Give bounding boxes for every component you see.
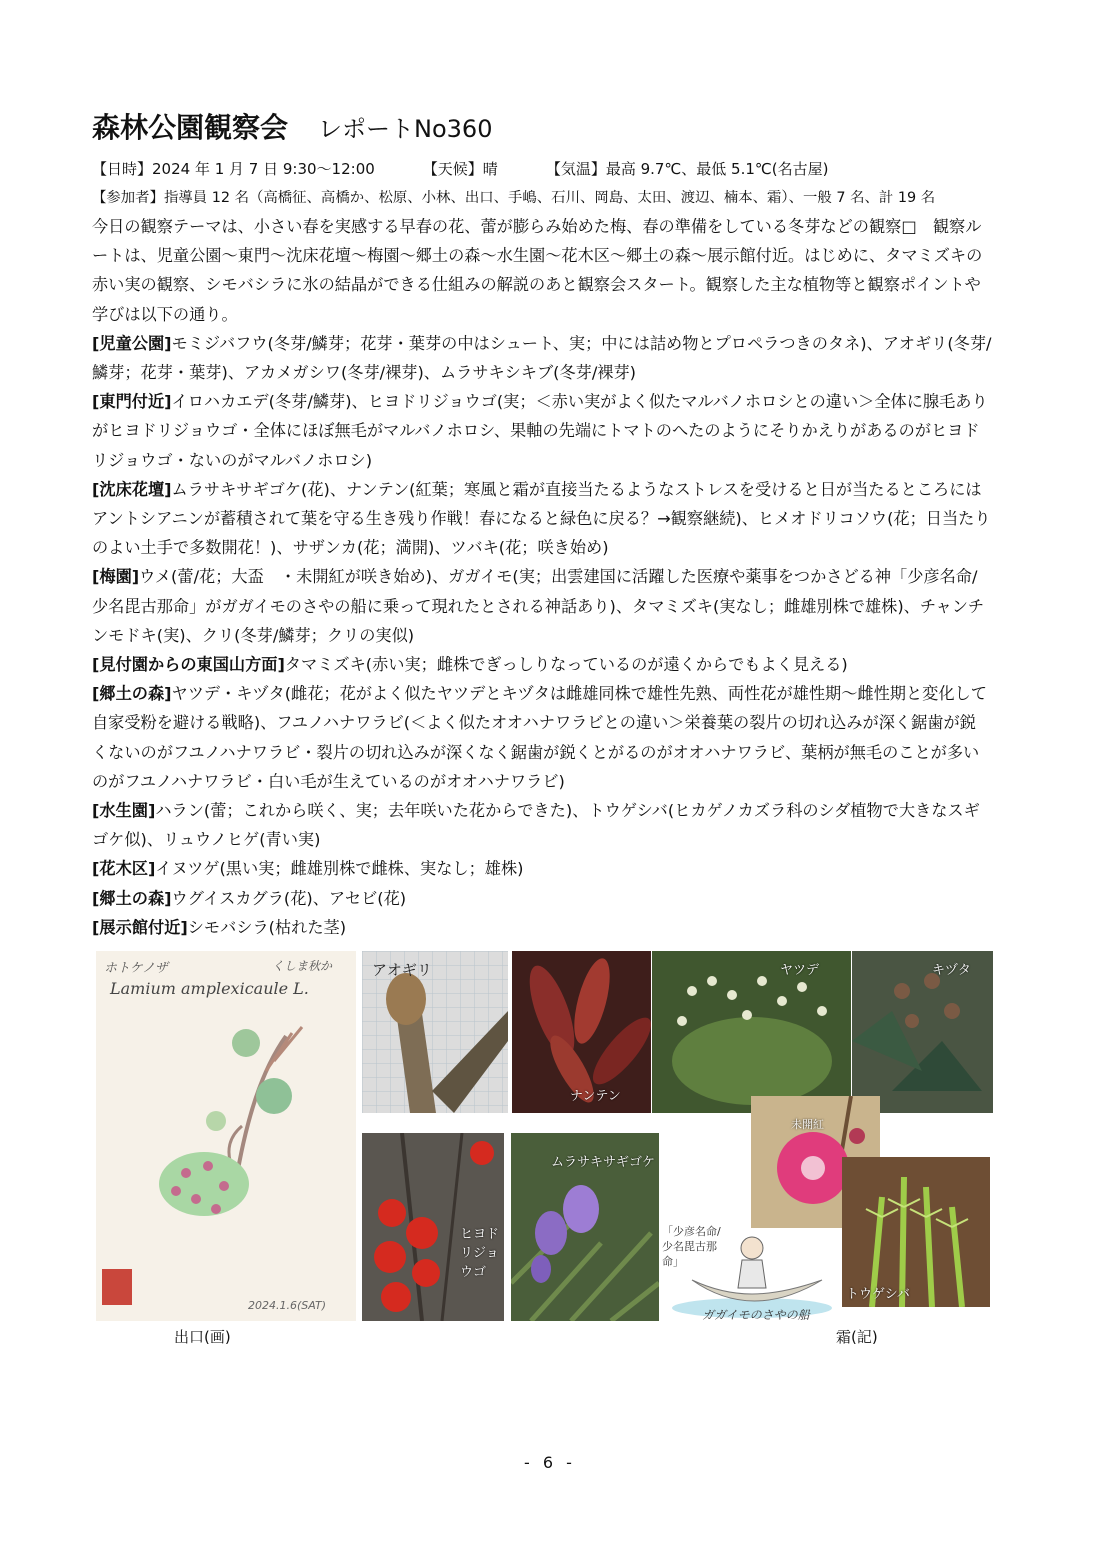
section-text: モミジバフウ(冬芽/鱗芽；花芽・葉芽の中はシュート、実；中には詰め物とプロペラつきのタネ)、アオギリ(冬芽/鱗芽；花芽・葉芽)、アカメガシワ(冬芽/裸芽)、ムラサキシキブ(冬芽/裸芽) — [92, 333, 992, 383]
section-text: シモバシラ(枯れた茎) — [187, 917, 347, 937]
meta-temperature: 【気温】最高 9.7℃、最低 5.1℃(名古屋) — [545, 160, 829, 178]
sketch-name: ホトケノザ — [104, 961, 168, 976]
meta-line-1 — [92, 158, 828, 179]
section-paragraph — [92, 475, 992, 563]
credit-illustrator: 出口(画) — [174, 1328, 231, 1346]
section-text: タマミズキ(赤い実；雌株でぎっしりなっているのが遠くからでもよく見える) — [284, 655, 848, 675]
report-body — [92, 212, 992, 942]
section-text: ヤツデ・キヅタ(雌花；花がよく似たヤツデとキヅタは雌雄同株で雄性先熟、両性花が雄性期～雌性期と変化して自家受粉を避ける戦略)、フユノハナワラビ(＜よく似たオオハナワラビとの違い＞栄養葉の裂片の切れ込みが深く鋸歯が鋭くないのがフユノハナワラビ・裂片の切れ込みが深くなく鋸歯が鋭くとがるのがオオハナワラビ、葉柄が無毛のことが多いのがフユノハナワラビ・白い毛が生えているのがオオハナワラビ) — [92, 684, 987, 791]
caption-yatsude: ヤツデ — [780, 963, 820, 978]
yatsude-photo — [652, 951, 851, 1113]
section-text: ウグイスカグラ(花)、アセビ(花) — [171, 888, 407, 908]
section-paragraph — [92, 884, 992, 913]
nanten-photo — [512, 951, 651, 1113]
kizuta-image — [852, 951, 993, 1113]
section-text: ムラサキサギゴケ(花)、ナンテン(紅葉；寒風と霜が直接当たるようなストレスを受けると日が当たるところにはアントシアニンが蓄積されて葉を守る生き残り作戦！春になると緑色に戻る？→観察継続)、ヒメオドリコソウ(花；日当たりのよい土手で多数開花！)、サザンカ(花；満開)、ツバキ(花；咲き始め) — [92, 479, 991, 558]
hiyodorijougo-photo — [362, 1133, 504, 1321]
section-label: [花木区] — [92, 859, 156, 879]
caption-tougeshiba: トウゲシバ — [846, 1287, 910, 1302]
section-label: [沈床花壇] — [92, 479, 172, 499]
sketch-latin-name: Lamium amplexicaule L. — [110, 979, 309, 998]
page-number: - 6 - — [524, 1453, 576, 1472]
tougeshiba-photo — [842, 1157, 990, 1307]
section-label: [児童公園] — [92, 333, 172, 353]
aogiri-photo — [362, 951, 508, 1113]
section-label: [郷土の森] — [92, 888, 172, 908]
hotokenoza-sketch — [96, 951, 356, 1321]
intro-paragraph: 今日の観察テーマは、小さい春を実感する早春の花、蕾が膨らみ始めた梅、春の準備をしている冬芽などの観察□ 観察ルートは、児童公園～東門～沈床花壇～梅園～郷土の森～水生園～花木区～郷土の森～展示館付近。はじめに、タマミズキの赤い実の観察、シモバシラに氷の結晶ができる仕組みの解説のあと観察会スタート。観察した主な植物等と観察ポイントや学びは以下の通り。 — [92, 217, 983, 324]
caption-aogiri: アオギリ — [372, 961, 432, 979]
section-paragraph — [92, 854, 992, 883]
section-label: [梅園] — [92, 567, 140, 587]
section-paragraph — [92, 679, 992, 796]
caption-gagaimo: ガガイモのさやの船 — [702, 1308, 810, 1322]
section-text: イロハカエデ(冬芽/鱗芽)、ヒヨドリジョウゴ(実；＜赤い実がよく似たマルバノホロシとの違い＞全体に腺毛ありがヒヨドリジョウゴ・全体にほぼ無毛がマルバノホロシ、果軸の先端にトマトのへたのようにそりかえりがあるのがヒヨドリジョウゴ・ないのがマルバノホロシ) — [92, 392, 988, 470]
title-main: 森林公園観察会 — [92, 111, 289, 144]
sketch-illustration — [96, 951, 356, 1321]
section-paragraph — [92, 913, 992, 942]
section-label: [東門付近] — [92, 392, 172, 412]
report-title — [92, 106, 492, 146]
section-paragraph — [92, 387, 992, 475]
title-report-number: レポートNo360 — [318, 115, 493, 143]
caption-murasakisagigoke: ムラサキサギゴケ — [551, 1155, 656, 1170]
kizuta-photo — [852, 951, 993, 1113]
section-label: [展示館付近] — [92, 917, 188, 937]
section-text: イヌツゲ(黒い実；雌雄別株で雌株、実なし；雄株) — [155, 859, 524, 879]
meta-participants: 【参加者】指導員 12 名（高橋征、高橋か、松原、小林、出口、手嶋、石川、岡島、太田、渡辺、楠本、霜）、一般 7 名、計 19 名 — [92, 190, 936, 206]
caption-kizuta: キヅタ — [932, 963, 971, 978]
credit-writer: 霜(記) — [836, 1328, 878, 1346]
murasakisagigoke-photo — [511, 1133, 659, 1321]
section-paragraph — [92, 329, 992, 387]
section-paragraph — [92, 650, 992, 679]
caption-hiyodorijougo: ヒヨドリジョウゴ — [460, 1227, 500, 1280]
section-label: [見付園からの東国山方面] — [92, 655, 285, 675]
yatsude-image — [652, 951, 851, 1113]
caption-nanten: ナンテン — [570, 1089, 621, 1104]
section-paragraph — [92, 562, 992, 650]
caption-gagaimo-god-name: 「少彦名命/少名毘古那命」 — [662, 1225, 721, 1268]
sketch-date: 2024.1.6(SAT) — [248, 1299, 326, 1312]
section-label: [郷土の森] — [92, 684, 172, 704]
section-text: ハラン(蕾；これから咲く、実；去年咲いた花からできた)、トウゲシバ(ヒカゲノカズラ科のシダ植物で大きなスギゴケ似)、リュウノヒゲ(青い実) — [92, 801, 980, 850]
section-text: ウメ(蕾/花；大盃 ・未開紅が咲き始め)、ガガイモ(実；出雲建国に活躍した医療や薬事をつかさどる神「少彦名命/少名毘古那命」がガガイモのさやの船に乗って現れたとされる神話あり)、タマミズキ(実なし；雌雄別株で雄株)、チャンチンモドキ(実)、クリ(冬芽/鱗芽；クリの実似) — [92, 567, 985, 645]
caption-ume: 未開紅 — [791, 1118, 824, 1131]
sketch-note: くしま秋か — [272, 959, 333, 973]
seal-stamp — [102, 1269, 132, 1305]
section-paragraph — [92, 796, 992, 854]
meta-weather: 【天候】晴 — [422, 160, 498, 178]
section-label: [水生園] — [92, 801, 156, 821]
meta-date: 【日時】2024 年 1 月 7 日 9:30～12:00 — [92, 160, 375, 178]
